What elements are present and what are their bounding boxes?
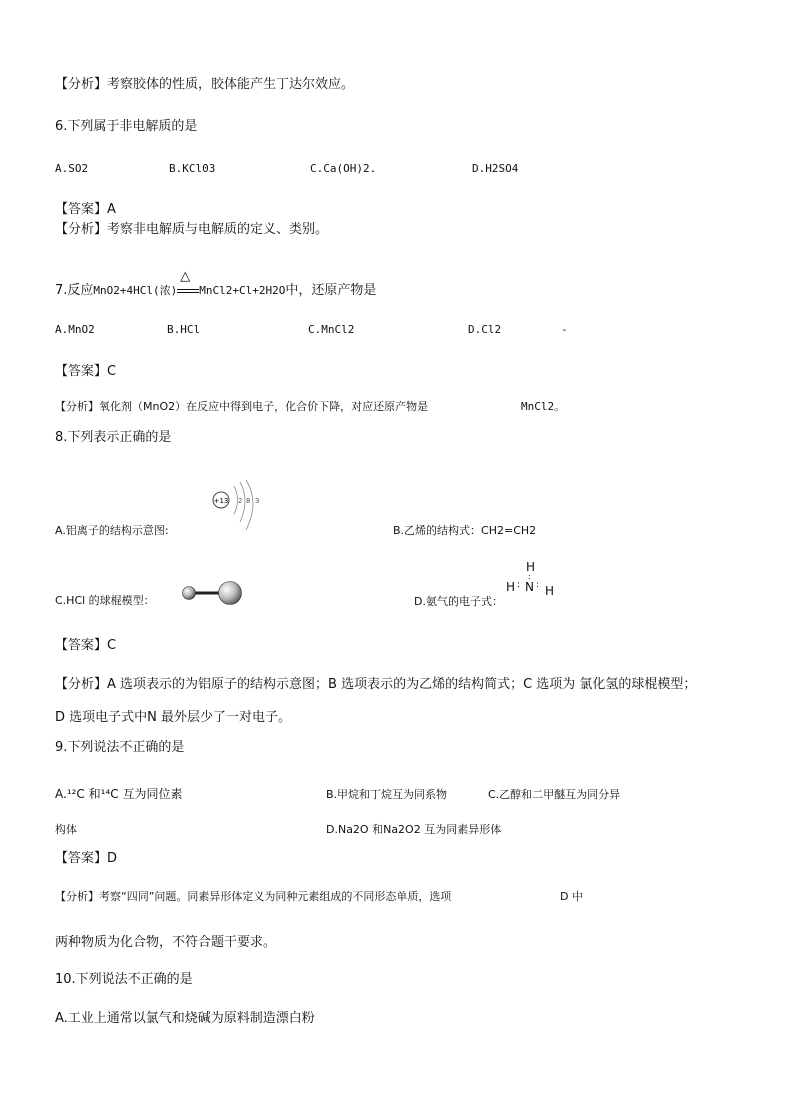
shell-2-count: 8 [246, 497, 251, 505]
q9-option-b: B.甲烷和丁烷互为同系物 [326, 788, 448, 801]
q7-answer: 【答案】C [55, 364, 117, 379]
hydrogen-ball [183, 587, 196, 600]
heating-symbol: △ [180, 269, 191, 284]
q10-stem: 10.下列说法不正确的是 [55, 972, 193, 987]
q7-reactants: MnO2+4HCl(浓) [93, 284, 178, 297]
q9-option-c-continued: 构体 [55, 823, 77, 836]
shell-arc-3 [246, 480, 253, 530]
q9-analysis-line2: 两种物质为化合物，不符合题干要求。 [55, 935, 277, 950]
q7-analysis-tail: MnCl2。 [521, 400, 566, 413]
ammonia-h-right: H [545, 584, 555, 598]
q8-option-a: A.铝离子的结构示意图: [55, 524, 169, 537]
q7-stem-prefix: 7.反应 [55, 283, 94, 298]
q7-analysis: 【分析】氧化剂（MnO2）在反应中得到电子，化合价下降，对应还原产物是 [55, 400, 429, 413]
ammonia-h-top: H [526, 560, 536, 574]
q8-answer: 【答案】C [55, 638, 117, 653]
ammonia-h-left: H [506, 580, 516, 594]
q6-option-b: B.KCl03 [169, 162, 216, 175]
q9-option-d: D.Na2O 和Na2O2 互为同素异形体 [326, 823, 502, 836]
aluminum-structure-diagram [208, 478, 268, 534]
hcl-ball-stick-model [180, 577, 244, 609]
shell-arc-1 [234, 486, 238, 514]
q6-option-a: A.SO2 [55, 162, 89, 175]
equals-line-bottom [177, 292, 199, 293]
shell-3-count: 3 [255, 497, 260, 505]
q6-stem: 6.下列属于非电解质的是 [55, 119, 198, 134]
q7-condition [177, 269, 199, 296]
electron-pair-top: : [528, 572, 531, 581]
q7-stray-mark: - [561, 323, 568, 336]
q6-answer: 【答案】A [55, 202, 116, 217]
ammonia-n: N [525, 580, 534, 594]
electron-pair-left: : [517, 580, 521, 590]
electron-pair-right: : [536, 580, 540, 590]
q9-answer: 【答案】D [55, 851, 118, 866]
q6-analysis: 【分析】考察非电解质与电解质的定义、类别。 [55, 222, 329, 237]
ammonia-electron-formula [503, 560, 557, 600]
q7-stem [55, 269, 377, 299]
q6-option-d: D.H2SO4 [472, 162, 519, 175]
q10-option-a: A.工业上通常以氯气和烧碱为原料制造漂白粉 [55, 1011, 315, 1026]
shell-1-count: 2 [238, 497, 243, 505]
q7-option-c: C.MnCl2 [308, 323, 355, 336]
q7-option-a: A.MnO2 [55, 323, 95, 336]
q7-stem-suffix: 中，还原产物是 [285, 283, 377, 298]
q8-option-d: D.氨气的电子式： [414, 595, 503, 608]
q9-stem: 9.下列说法不正确的是 [55, 740, 185, 755]
q7-option-d: D.Cl2 [468, 323, 502, 336]
q7-option-b: B.HCl [167, 323, 201, 336]
q7-products: MnCl2+Cl+2H2O [199, 284, 286, 297]
q8-option-b: B.乙烯的结构式：CH2=CH2 [393, 524, 537, 537]
q6-option-c: C.Ca(OH)2. [310, 162, 377, 175]
q5-analysis: 【分析】考察胶体的性质，胶体能产生丁达尔效应。 [55, 77, 355, 92]
q9-option-c: C.乙醇和二甲醚互为同分异 [488, 788, 621, 801]
q9-analysis-tail: D 中 [560, 890, 583, 903]
q9-analysis-line1: 【分析】考察“四同”问题。同素异形体定义为同种元素组成的不同形态单质，选项 [55, 890, 452, 903]
q8-analysis-line2: D 选项电子式中N 最外层少了一对电子。 [55, 710, 291, 725]
q8-stem: 8.下列表示正确的是 [55, 430, 172, 445]
q8-analysis-line1: 【分析】A 选项表示的为铝原子的结构示意图；B 选项表示的为乙烯的结构简式；C 选项为 氯化氢的球棍模型； [55, 677, 697, 692]
q9-option-a: A.¹²C 和¹⁴C 互为同位素 [55, 787, 183, 801]
equals-line-top [177, 289, 199, 290]
nucleus-charge: +13 [213, 497, 229, 505]
q8-option-c: C.HCl 的球棍模型： [55, 594, 155, 607]
chlorine-ball [219, 582, 242, 605]
